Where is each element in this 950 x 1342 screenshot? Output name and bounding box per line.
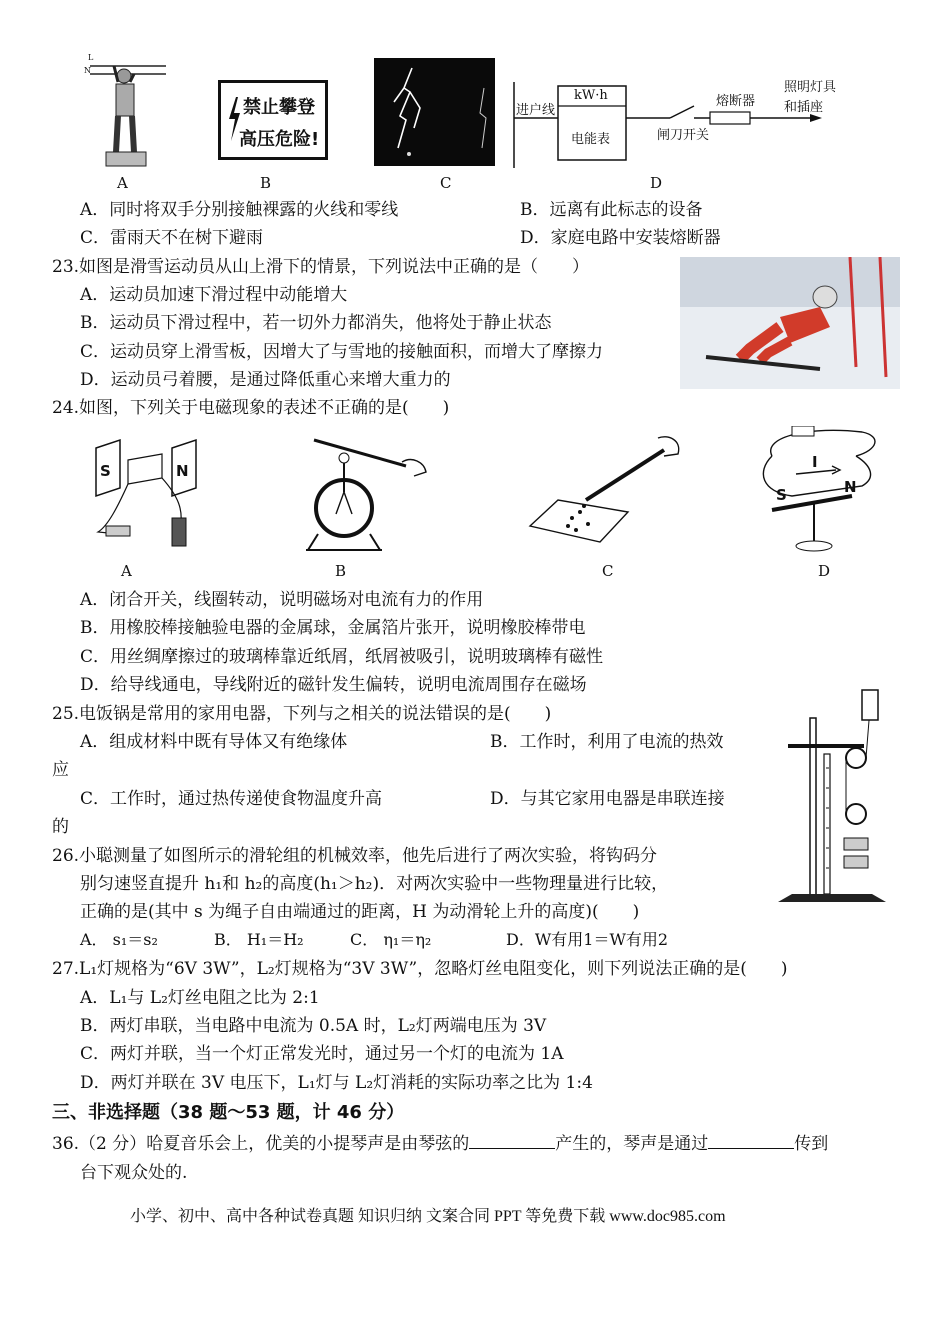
q22-option-b: B．远离有此标志的设备	[520, 200, 703, 220]
q25-option-d-cont: 的	[52, 817, 69, 837]
sign-line-2: 高压危险!	[239, 129, 320, 150]
figure-22-a	[80, 52, 170, 172]
pulley-apparatus-figure	[774, 688, 892, 912]
q25-option-b: B．工作时，利用了电流的热效	[490, 732, 724, 752]
q22-option-c: C．雷雨天不在树下避雨	[80, 228, 264, 248]
page-footer: 小学、初中、高中各种试卷真题 知识归纳 文案合同 PPT 等免费下载 www.doc985.com	[130, 1208, 726, 1225]
warning-sign	[218, 80, 328, 160]
q26-option-c: C． η₁＝η₂	[350, 930, 432, 949]
q24-option-c: C．用丝绸摩擦过的玻璃棒靠近纸屑，纸屑被吸引，说明玻璃棒有磁性	[80, 647, 604, 667]
sign-line-1: 禁止攀登	[243, 97, 315, 118]
q26-option-b: B． H₁＝H₂	[214, 930, 304, 949]
q23-option-d: D．运动员弓着腰，是通过降低重心来增大重力的	[80, 370, 451, 390]
q36-blank-1[interactable]	[469, 1132, 555, 1149]
q24-stem: 24.如图，下列关于电磁现象的表述不正确的是( )	[52, 398, 450, 418]
magnet-n-label: N	[176, 462, 189, 480]
wire-label-l: L	[88, 53, 94, 62]
fig22-label-d: D	[650, 174, 663, 192]
q36-part-1: 36.（2 分）哈夏音乐会上，优美的小提琴声是由琴弦的	[52, 1134, 470, 1154]
meter-unit: kW·h	[574, 88, 608, 103]
electroscope-figure	[296, 436, 436, 556]
switch-label: 闸刀开关	[657, 128, 710, 143]
q24-option-a: A．闭合开关，线圈转动，说明磁场对电流有力的作用	[80, 590, 484, 610]
q36-part-3: 传到	[794, 1134, 829, 1154]
q24-option-b: B．用橡胶棒接触验电器的金属球，金属箔片张开，说明橡胶棒带电	[80, 618, 586, 638]
q26-line-2: 别匀速竖直提升 h₁和 h₂的高度(h₁＞h₂)．对两次实验中一些物理量进行比较，	[80, 874, 669, 894]
q36-blank-2[interactable]	[708, 1132, 794, 1149]
paper-scraps-figure	[528, 430, 688, 550]
meter-name: 电能表	[571, 132, 611, 147]
lightning-photo	[374, 58, 495, 166]
q23-option-a: A．运动员加速下滑过程中动能增大	[80, 285, 348, 305]
q36-line-2: 台下观众处的.	[80, 1163, 188, 1183]
q25-option-c: C．工作时，通过热传递使食物温度升高	[80, 789, 383, 809]
q25-option-a: A．组成材料中既有导体又有绝缘体	[80, 732, 348, 752]
q36-part-2: 产生的，琴声是通过	[555, 1134, 709, 1154]
q36-line-1	[52, 1132, 828, 1156]
fig24-label-d: D	[818, 562, 831, 580]
motor-figure	[88, 436, 208, 556]
q27-option-c: C．两灯并联，当一个灯正常发光时，通过另一个灯的电流为 1A	[80, 1044, 564, 1064]
fig22-label-a: A	[117, 174, 128, 192]
compass-needle-figure	[752, 426, 882, 554]
skier-photo	[680, 257, 900, 389]
q26-line-1: 26.小聪测量了如图所示的滑轮组的机械效率，他先后进行了两次实验，将钩码分	[52, 846, 658, 866]
q26-option-d: D．W有用1＝W有用2	[506, 930, 669, 949]
entry-line-label: 进户线	[516, 103, 556, 118]
q22-option-d: D．家庭电路中安装熔断器	[520, 228, 721, 248]
q27-stem: 27.L₁灯规格为“6V 3W”，L₂灯规格为“3V 3W”，忽略灯丝电阻变化，则下列说法正确的是( )	[52, 959, 788, 979]
output-label-2: 和插座	[784, 100, 824, 115]
q25-stem: 25.电饭锅是常用的家用电器，下列与之相关的说法错误的是( )	[52, 704, 552, 724]
fuse-label: 熔断器	[716, 94, 756, 109]
q27-option-d: D．两灯并联在 3V 电压下，L₁灯与 L₂灯消耗的实际功率之比为 1:4	[80, 1073, 593, 1093]
q25-option-d: D．与其它家用电器是串联连接	[490, 789, 725, 809]
fig22-label-c: C	[440, 174, 452, 192]
section-heading: 三、非选择题（38 题～53 题，计 46 分）	[52, 1102, 405, 1123]
needle-n-label: N	[844, 478, 857, 496]
fig22-label-b: B	[260, 174, 272, 192]
q26-line-3: 正确的是(其中 s 为绳子自由端通过的距离，H 为动滑轮上升的高度)( )	[80, 902, 640, 922]
q25-option-b-cont: 应	[52, 760, 69, 780]
q23-option-c: C．运动员穿上滑雪板，因增大了与雪地的接触面积，而增大了摩擦力	[80, 342, 604, 362]
q26-option-a: A． s₁＝s₂	[80, 930, 158, 949]
wire-label-n: N	[84, 66, 91, 75]
q23-option-b: B．运动员下滑过程中，若一切外力都消失，他将处于静止状态	[80, 313, 552, 333]
q22-option-a: A．同时将双手分别接触裸露的火线和零线	[80, 200, 399, 220]
needle-s-label: S	[776, 486, 787, 504]
q27-option-b: B．两灯串联，当电路中电流为 0.5A 时，L₂灯两端电压为 3V	[80, 1016, 547, 1036]
q24-option-d: D．给导线通电，导线附近的磁针发生偏转，说明电流周围存在磁场	[80, 675, 587, 695]
fig24-label-c: C	[602, 562, 614, 580]
fig24-label-b: B	[335, 562, 347, 580]
magnet-s-label: S	[100, 462, 111, 480]
output-label-1: 照明灯具	[784, 80, 837, 95]
q23-stem: 23.如图是滑雪运动员从山上滑下的情景，下列说法中正确的是（ ）	[52, 257, 590, 277]
current-label: I	[812, 453, 818, 471]
fig24-label-a: A	[121, 562, 132, 580]
q27-option-a: A．L₁与 L₂灯丝电阻之比为 2:1	[80, 988, 320, 1008]
